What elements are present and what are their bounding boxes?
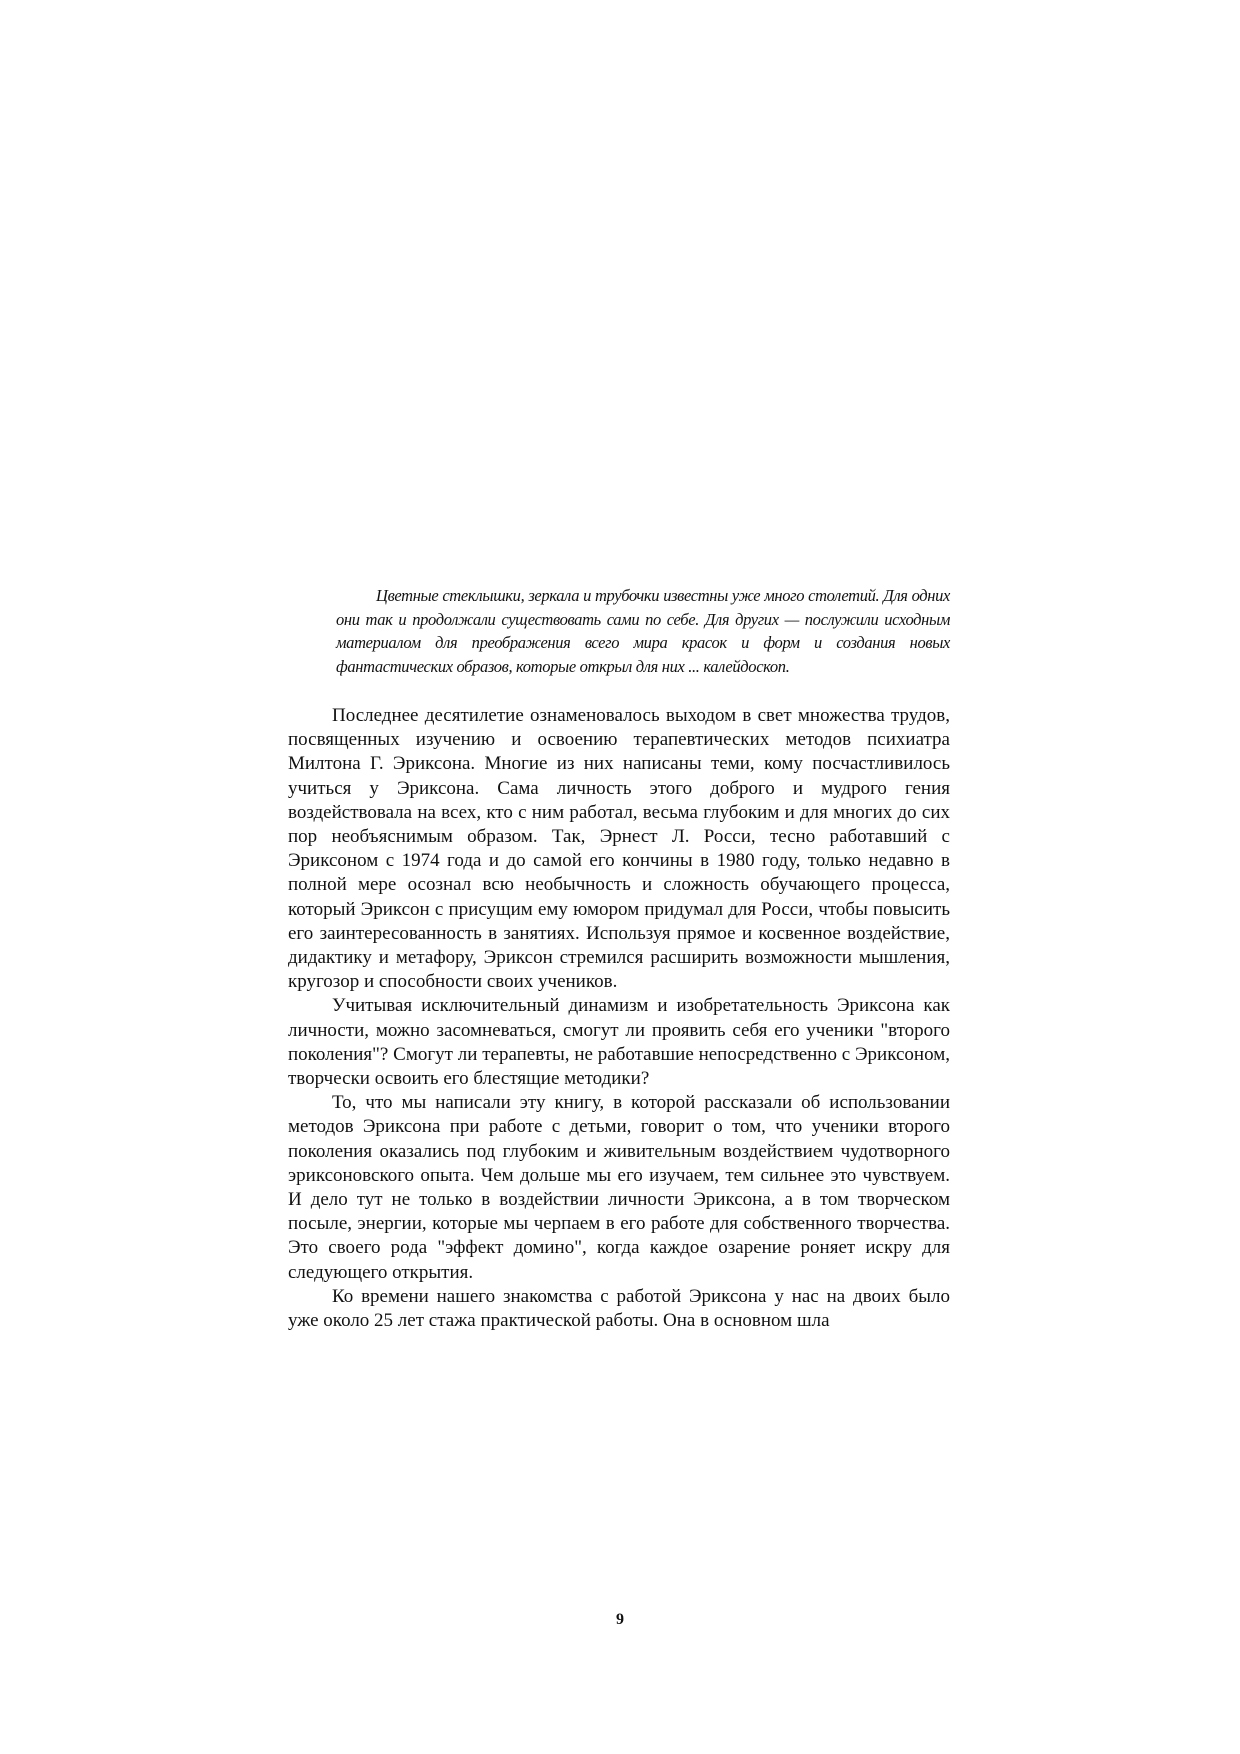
body-text <box>288 704 950 1333</box>
body-paragraph-1: Последнее десятилетие ознаменовалось выходом в свет множества трудов, посвященных изучению и освоению терапевтических методов психиатра Милтона Г. Эриксона. Многие из них написаны теми, кому посчастливилось учиться у Эриксона. Сама личность этого доброго и мудрого гения воздействовала на всех, кто с ним работал, весьма глубоким и для многих до сих пор необъяснимым образом. Так, Эрнест Л. Росси, тесно работавший с Эриксоном с 1974 года и до самой его кончины в 1980 году, только недавно в полной мере осознал всю необычность и сложность обучающего процесса, который Эриксон с присущим ему юмором придумал для Росси, чтобы повысить его заинтересованность в занятиях. Используя прямое и косвенное воздействие, дидактику и метафору, Эриксон стремился расширить возможности мышления, кругозор и способности своих учеников. <box>288 705 950 993</box>
body-paragraph-4: Ко времени нашего знакомства с работой Эриксона у нас на двоих было уже около 25 лет стажа практической работы. Она в основном шла <box>288 1285 950 1332</box>
page-number: 9 <box>616 1611 624 1628</box>
epigraph-text: Цветные стеклышки, зеркала и трубочки известны уже много столетий. Для одних они так и продолжали существовать сами по себе. Для других — послужили исходным материалом для преображения всего мира красок и форм и создания новых фантастических образов, которые открыл для них ... калейдоскоп. <box>336 586 950 676</box>
body-paragraph-2: Учитывая исключительный динамизм и изобретательность Эриксона как личности, можно засомневаться, смогут ли проявить себя его ученики "второго поколения"? Смогут ли терапевты, не работавшие непосредственно с Эриксоном, творчески освоить его блестящие методики? <box>288 995 950 1090</box>
body-paragraph-3: То, что мы написали эту книгу, в которой рассказали об использовании методов Эриксона при работе с детьми, говорит о том, что ученики второго поколения оказались под глубоким и живительным воздействием чудотворного эриксоновского опыта. Чем дольше мы его изучаем, тем сильнее это чувствуем. И дело тут не только в воздействии личности Эриксона, а в том творческом посыле, энергии, которые мы черпаем в его работе для собственного творчества. Это своего рода "эффект домино", когда каждое озарение роняет искру для следующего открытия. <box>288 1092 950 1283</box>
text-block <box>288 584 950 1333</box>
epigraph <box>288 584 950 678</box>
